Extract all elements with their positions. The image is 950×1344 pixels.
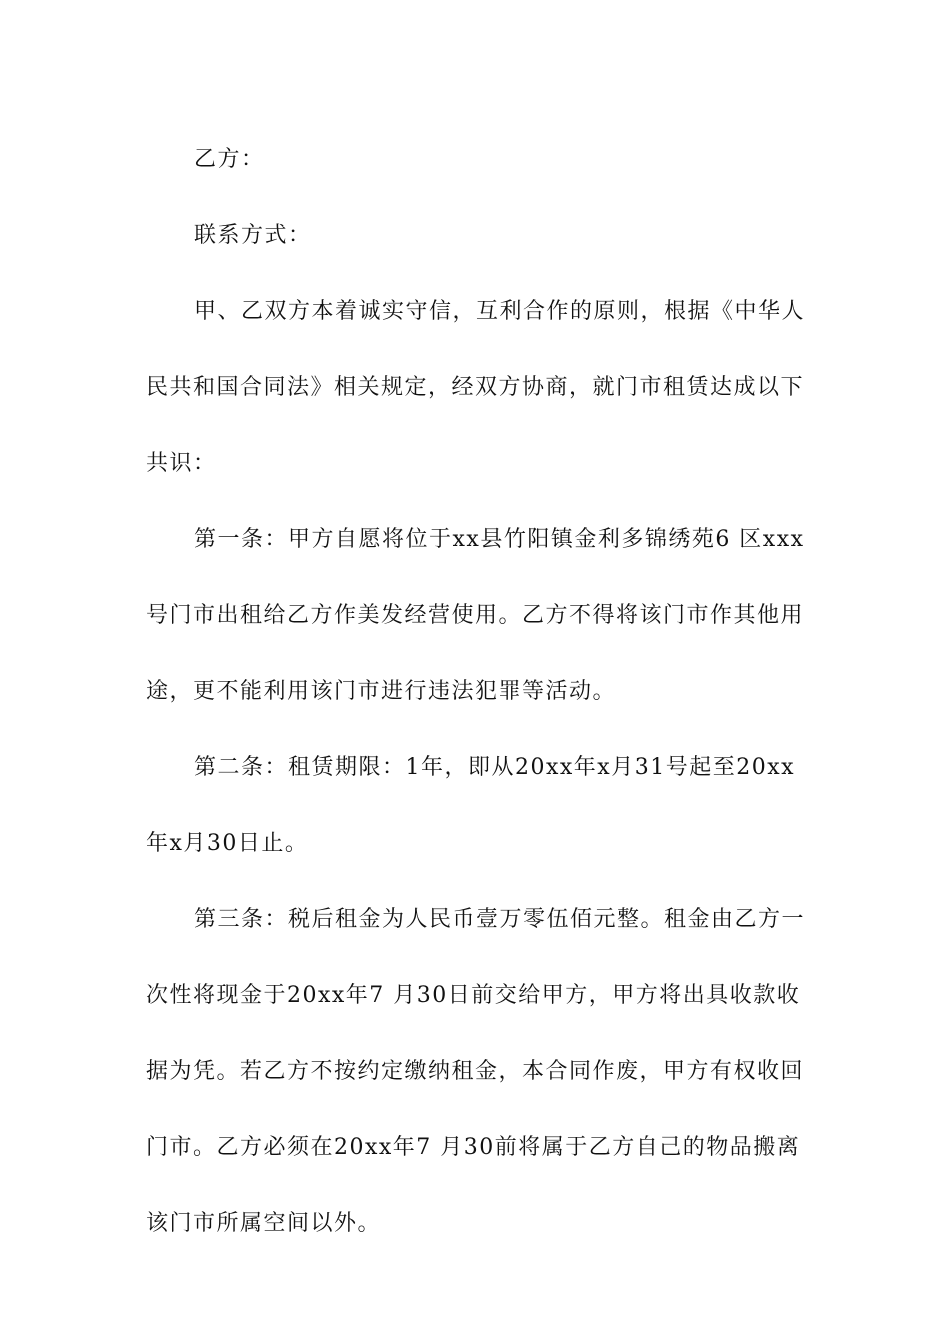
party-b-line: 乙方： (194, 147, 265, 172)
article-1-paragraph: 第一条：甲方自愿将位于xx县竹阳镇金利多锦绣苑6 区xxx 号门市出租给乙方作美发经营使用。乙方不得将该门市作其他用途，更不能利用该门市进行违法犯罪等活动。 (146, 527, 805, 704)
document-body (146, 122, 808, 1262)
intro-paragraph: 甲、乙双方本着诚实守信，互利合作的原则，根据《中华人民共和国合同法》相关规定，经双方协商，就门市租赁达成以下共识： (146, 299, 806, 476)
contact-line: 联系方式： (194, 223, 312, 248)
article-3-paragraph: 第三条：税后租金为人民币壹万零伍佰元整。租金由乙方一次性将现金于20xx年7 月30日前交给甲方，甲方将出具收款收据为凭。若乙方不按约定缴纳租金，本合同作废，甲方有权收回门市。乙方必须在20xx年7 月30前将属于乙方自己的物品搬离该门市所属空间以外。 (146, 907, 806, 1236)
article-2-paragraph: 第二条：租赁期限：1年，即从20xx年x月31号起至20xx年x月30日止。 (146, 755, 796, 856)
